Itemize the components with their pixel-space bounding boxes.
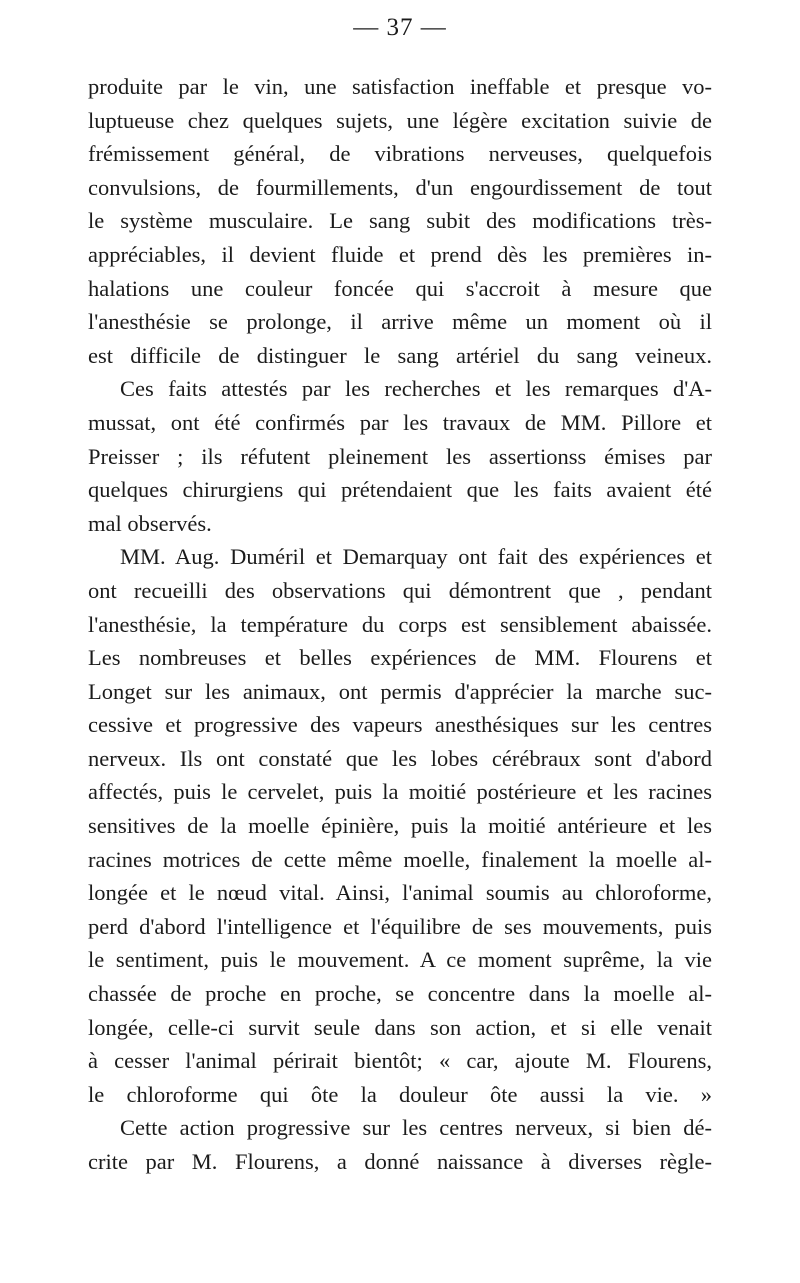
text-line: racines motrices de cette même moelle, finalement la moelle al-	[88, 846, 712, 872]
text-line: longée et le nœud vital. Ainsi, l'animal soumis au chloroforme,	[88, 880, 712, 906]
text-line: appréciables, il devient fluide et prend dès les premières in-	[88, 241, 712, 267]
body-text	[88, 70, 712, 1179]
text-line: longée, celle-ci survit seule dans son action, et si elle venait	[88, 1014, 712, 1040]
text-line: perd d'abord l'intelligence et l'équilibre de ses mouvements, puis	[88, 913, 712, 939]
text-line: convulsions, de fourmillements, d'un engourdissement de tout	[88, 174, 712, 200]
text-line: Preisser ; ils réfutent pleinement les assertionss émises par	[88, 443, 712, 469]
text-line: Cette action progressive sur les centres nerveux, si bien dé-	[120, 1115, 712, 1141]
text-line: cessive et progressive des vapeurs anesthésiques sur les centres	[88, 712, 712, 738]
text-line: mussat, ont été confirmés par les travaux de MM. Pillore et	[88, 409, 712, 435]
page-number: — 37 —	[353, 14, 447, 41]
text-line: Longet sur les animaux, ont permis d'apprécier la marche suc-	[88, 678, 712, 704]
text-line: à cesser l'animal périrait bientôt; « car, ajoute M. Flourens,	[88, 1048, 712, 1074]
text-line: halations une couleur foncée qui s'accroit à mesure que	[88, 275, 712, 301]
text-line: l'anesthésie se prolonge, il arrive même un moment où il	[88, 309, 712, 335]
text-line: luptueuse chez quelques sujets, une légère excitation suivie de	[88, 107, 712, 133]
text-line: sensitives de la moelle épinière, puis la moitié antérieure et les	[88, 813, 712, 839]
text-line: MM. Aug. Duméril et Demarquay ont fait des expériences et	[120, 544, 712, 570]
text-line: le sentiment, puis le mouvement. A ce moment suprême, la vie	[88, 947, 712, 973]
text-line: l'anesthésie, la température du corps est sensiblement abaissée.	[88, 611, 712, 637]
text-line: produite par le vin, une satisfaction ineffable et presque vo-	[88, 74, 712, 99]
text-line: le chloroforme qui ôte la douleur ôte aussi la vie. »	[88, 1081, 712, 1107]
text-line: chassée de proche en proche, se concentre dans la moelle al-	[88, 981, 712, 1007]
text-line: crite par M. Flourens, a donné naissance à diverses règle-	[88, 1149, 712, 1174]
text-line: frémissement général, de vibrations nerveuses, quelquefois	[88, 141, 712, 167]
text-line: ont recueilli des observations qui démontrent que , pendant	[88, 577, 712, 603]
text-line: quelques chirurgiens qui prétendaient que les faits avaient été	[88, 477, 712, 503]
text-line: affectés, puis le cervelet, puis la moitié postérieure et les racines	[88, 779, 712, 805]
text-line: est difficile de distinguer le sang artériel du sang veineux.	[88, 342, 712, 368]
text-line: Les nombreuses et belles expériences de MM. Flourens et	[88, 645, 712, 671]
text-line: mal observés.	[88, 510, 212, 536]
text-line: Ces faits attestés par les recherches et les remarques d'A-	[120, 376, 712, 402]
text-line: nerveux. Ils ont constaté que les lobes cérébraux sont d'abord	[88, 745, 712, 771]
text-line: le système musculaire. Le sang subit des modifications très-	[88, 208, 712, 234]
